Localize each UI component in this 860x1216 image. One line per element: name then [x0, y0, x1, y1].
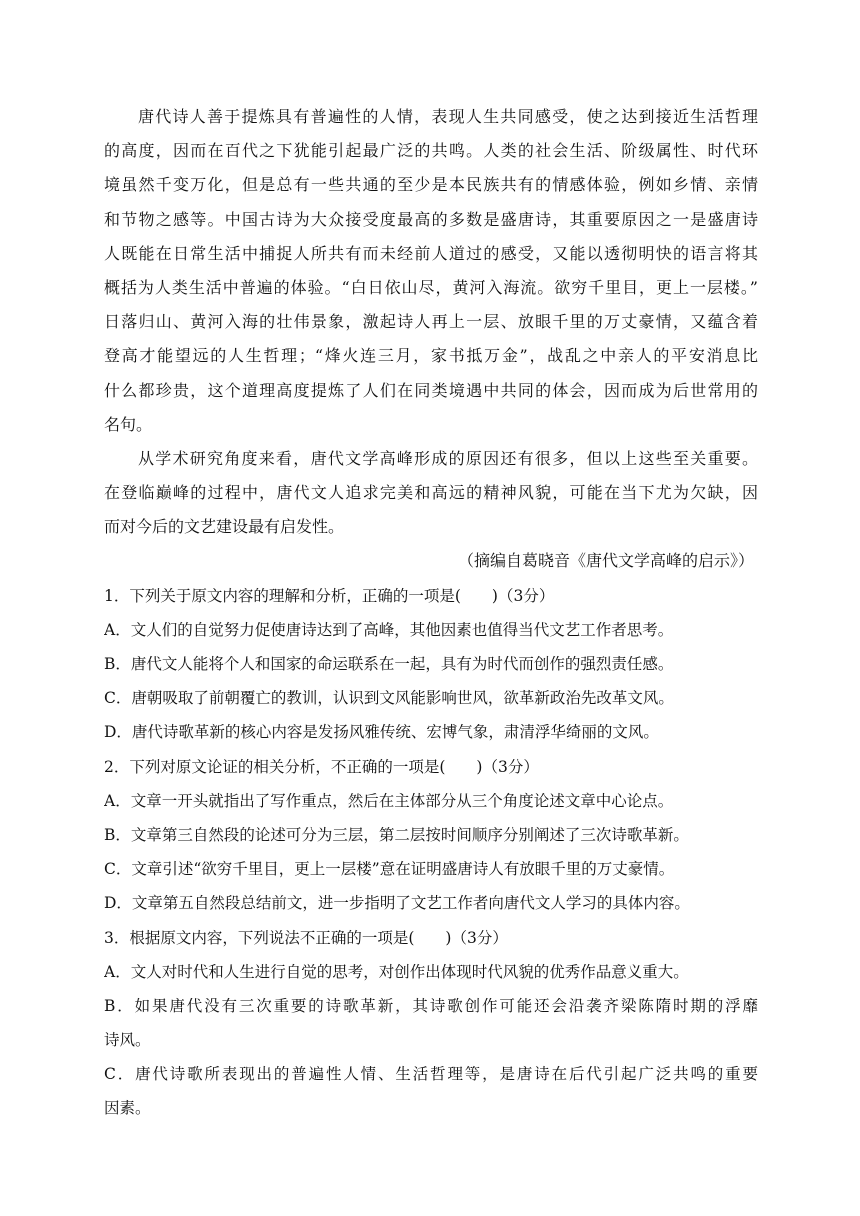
answer-option-a: A．文章一开头就指出了写作重点，然后在主体部分从三个角度论述文章中心论点。	[104, 791, 674, 810]
answer-option-b-continued: 诗风。	[104, 1031, 151, 1050]
paragraph-line: 在登临巅峰的过程中，唐代文人追求完美和高远的精神风貌，可能在当下尤为欠缺，因	[104, 483, 758, 503]
question-stem: 2．下列对原文论证的相关分析，不正确的一项是( )（3分）	[104, 757, 539, 776]
answer-option-b: B．唐代文人能将个人和国家的命运联系在一起，具有为时代而创作的强烈责任感。	[104, 655, 674, 673]
paragraph-line: 而对今后的文艺建设最有启发性。	[104, 517, 345, 537]
document-page	[104, 100, 758, 1126]
passage-source: （摘编自葛晓音《唐代文学高峰的启示》）	[457, 551, 754, 571]
answer-option-b: B．文章第三自然段的论述可分为三层，第二层按时间顺序分别阐述了三次诗歌革新。	[104, 825, 689, 844]
question-stem: 3．根据原文内容，下列说法不正确的一项是( )（3分）	[104, 928, 508, 947]
question-2	[104, 750, 758, 921]
answer-option-a: A．文人对时代和人生进行自觉的思考，对创作出体现时代风貌的优秀作品意义重大。	[104, 962, 689, 981]
paragraph-line: 的高度，因而在百代之下犹能引起最广泛的共鸣。人类的社会生活、阶级属性、时代环	[104, 141, 758, 161]
answer-option-c: C．唐朝吸取了前朝覆亡的教训，认识到文风能影响世风，欲革新政治先改革文风。	[104, 689, 674, 708]
answer-option-c: C．文章引述“欲穷千里目，更上一层楼”意在证明盛唐诗人有放眼千里的万丈豪情。	[104, 860, 675, 879]
answer-option-c: C．唐代诗歌所表现出的普遍性人情、生活哲理等，是唐诗在后代引起广泛共鸣的重要	[104, 1065, 758, 1084]
answer-option-b: B．如果唐代没有三次重要的诗歌革新，其诗歌创作可能还会沿袭齐梁陈隋时期的浮靡	[104, 996, 758, 1015]
answer-option-a: A．文人们的自觉努力促使唐诗达到了高峰，其他因素也值得当代文艺工作者思考。	[104, 620, 674, 639]
question-3	[104, 921, 758, 1126]
paragraph-line: 日落归山、黄河入海的壮伟景象，激起诗人再上一层、放眼千里的万丈豪情，又蕴含着	[104, 312, 758, 332]
paragraph-line: 什么都珍贵，这个道理高度提炼了人们在同类境遇中共同的体会，因而成为后世常用的	[104, 380, 758, 400]
paragraph-line: 概括为人类生活中普遍的体验。“白日依山尽，黄河入海流。欲穷千里目，更上一层楼。”	[104, 277, 758, 297]
paragraph-line: 登高才能望远的人生哲理；“烽火连三月，家书抵万金”，战乱之中亲人的平安消息比	[104, 346, 758, 366]
paragraph-line: 境虽然千变万化，但是总有一些共通的至少是本民族共有的情感体验，例如乡情、亲情	[104, 175, 758, 195]
question-1	[104, 579, 758, 750]
answer-option-d: D．唐代诗歌革新的核心内容是发扬风雅传统、宏博气象，肃清浮华绮丽的文风。	[104, 723, 659, 742]
paragraph-line: 和节物之感等。中国古诗为大众接受度最高的多数是盛唐诗，其重要原因之一是盛唐诗	[104, 209, 758, 229]
paragraph-line: 唐代诗人善于提炼具有普遍性的人情，表现人生共同感受，使之达到接近生活哲理	[138, 107, 758, 126]
paragraph-line: 从学术研究角度来看，唐代文学高峰形成的原因还有很多，但以上这些至关重要。	[138, 448, 758, 468]
paragraph-line: 名句。	[104, 414, 153, 434]
answer-option-d: D．文章第五自然段总结前文，进一步指明了文艺工作者向唐代文人学习的具体内容。	[104, 894, 690, 913]
passage-paragraph-1	[104, 100, 758, 442]
paragraph-line: 人既能在日常生活中捕捉人所共有而未经前人道过的感受，又能以透彻明快的语言将其	[104, 243, 758, 263]
passage-paragraph-2	[104, 442, 758, 545]
question-stem: 1．下列关于原文内容的理解和分析，正确的一项是( )（3分）	[104, 586, 555, 605]
answer-option-c-continued: 因素。	[104, 1099, 151, 1118]
